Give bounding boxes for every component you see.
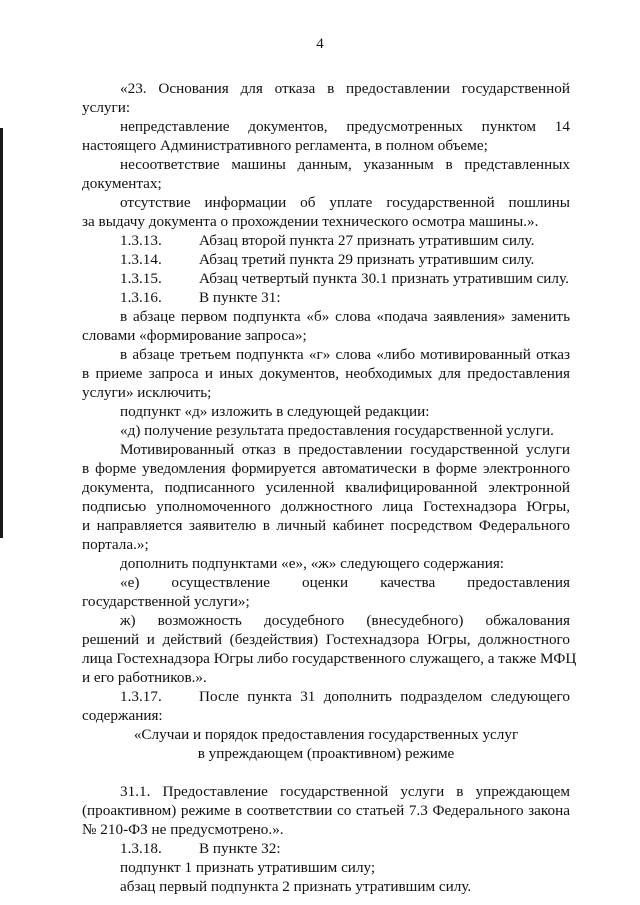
- item-text: После пункта 31 дополнить подразделом следующего: [199, 688, 570, 705]
- item-text: Абзац второй пункта 27 признать утратившим силу.: [199, 232, 535, 249]
- text-line: словами «формирование запроса»;: [82, 327, 307, 344]
- text-line: в абзаце третьем подпункта «г» слова «либо мотивированный отказ: [120, 346, 570, 363]
- text-line: содержания:: [82, 707, 163, 724]
- text-line: Мотивированный отказ в предоставлении государственной услуги: [120, 441, 570, 458]
- text-line: в форме уведомления формируется автоматически в форме электронного: [82, 460, 570, 477]
- text-line: и его работников.».: [82, 669, 207, 686]
- text-line: услуги» исключить;: [82, 384, 212, 401]
- text-line: решений и действий (бездействия) Гостехнадзора Югры, должностного: [82, 631, 570, 648]
- text-line: «е) осуществление оценки качества предоставления: [120, 574, 570, 591]
- text-line: № 210-ФЗ не предусмотрено.».: [82, 821, 284, 838]
- text-line: 31.1. Предоставление государственной услуги в упреждающем: [120, 783, 570, 800]
- text-line: «23. Основания для отказа в предоставлении государственной: [120, 80, 570, 97]
- text-line: ж) возможность досудебного (внесудебного) обжалования: [120, 612, 570, 629]
- text-line: подпункт 1 признать утратившим силу;: [120, 859, 376, 876]
- text-line: государственной услуги»;: [82, 593, 250, 610]
- item-text: В пункте 31:: [199, 289, 281, 306]
- section-heading: в упреждающем (проактивном) режиме: [197, 745, 455, 762]
- numbered-item: [120, 231, 570, 250]
- text-line: в абзаце первом подпункта «б» слова «подача заявления» заменить: [120, 308, 570, 325]
- item-number: 1.3.16.: [120, 289, 162, 306]
- text-line: непредставление документов, предусмотренных пунктом 14: [120, 118, 570, 135]
- text-line: лица Гостехнадзора Югры либо государственного служащего, а также МФЦ: [82, 650, 577, 667]
- text-line: дополнить подпунктами «е», «ж» следующего содержания:: [120, 555, 505, 572]
- item-text: Абзац третий пункта 29 признать утратившим силу.: [199, 251, 535, 268]
- numbered-item: [120, 269, 570, 288]
- page-number: 4: [316, 36, 324, 52]
- text-line: настоящего Административного регламента, в полном объеме;: [82, 137, 488, 154]
- item-number: 1.3.13.: [120, 232, 162, 249]
- scan-edge-line: [0, 128, 3, 538]
- numbered-item: [120, 687, 570, 706]
- numbered-item: [120, 288, 570, 307]
- text-line: «д) получение результата предоставления государственной услуги.: [120, 422, 554, 439]
- text-line: подпункт «д» изложить в следующей редакции:: [120, 403, 430, 420]
- text-line: в приеме запроса и иных документов, необходимых для предоставления: [82, 365, 570, 382]
- item-text: В пункте 32:: [199, 840, 281, 857]
- numbered-item: [120, 839, 570, 858]
- text-line: абзац первый подпункта 2 признать утратившим силу.: [120, 878, 472, 895]
- text-line: портала.»;: [82, 536, 149, 553]
- item-number: 1.3.14.: [120, 251, 162, 268]
- text-line: и направляется заявителю в личный кабинет посредством Федерального: [82, 517, 570, 534]
- item-number: 1.3.18.: [120, 840, 162, 857]
- section-heading: «Случаи и порядок предоставления государственных услуг: [133, 726, 519, 743]
- text-line: услуги:: [82, 99, 131, 116]
- text-line: документах;: [82, 175, 162, 192]
- numbered-item: [120, 250, 570, 269]
- text-line: (проактивном) режиме в соответствии со статьей 7.3 Федерального закона: [82, 802, 570, 819]
- text-line: отсутствие информации об уплате государственной пошлины: [120, 194, 570, 211]
- item-number: 1.3.17.: [120, 688, 162, 705]
- text-line: документа, подписанного усиленной квалифицированной электронной: [82, 479, 570, 496]
- text-line: подписью уполномоченного должностного лица Гостехнадзора Югры,: [82, 498, 570, 515]
- text-line: за выдачу документа о прохождении технического осмотра машины.».: [82, 213, 539, 230]
- item-number: 1.3.15.: [120, 270, 162, 287]
- text-line: несоответствие машины данным, указанным в представленных: [120, 156, 570, 173]
- item-text: Абзац четвертый пункта 30.1 признать утратившим силу.: [199, 270, 569, 287]
